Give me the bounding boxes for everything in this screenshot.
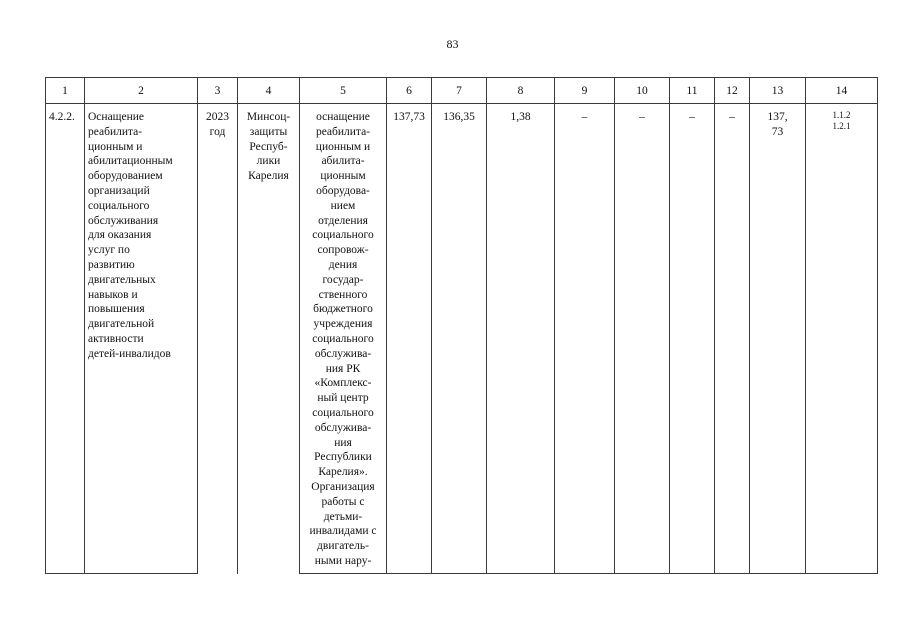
text-line: обслуживания [88,214,159,227]
text-line: Республики [314,451,372,464]
text-line: нием [330,199,356,212]
text-line: ственного [318,288,368,301]
col13-value [750,104,805,140]
text-line: услуг по [88,244,130,257]
text-line: повышения [88,303,145,316]
text-line: Оснащение [88,111,145,123]
text-line: навыков и [88,288,138,301]
text-line: Карелия [248,170,289,183]
cell-col8 [487,104,555,574]
text-line: ционным и [88,140,143,153]
text-line: год [209,125,226,138]
text-line: работы с [321,495,365,508]
col14-codes [806,104,877,132]
cell-item-number [46,104,85,574]
executor [238,104,299,184]
measure-name [85,104,197,362]
text-line: Карелия». [318,466,368,479]
col-header-10: 10 [615,78,670,104]
col-header-11: 11 [670,78,715,104]
text-line: ционным [320,170,366,183]
text-line: оснащение [316,111,370,123]
text-line: реабилита- [315,125,371,138]
text-line: двигатель- [317,540,369,553]
cell-result [300,104,387,574]
text-line: ный центр [317,392,369,405]
col11-value: – [689,111,695,123]
text-line: для оказания [88,229,152,242]
text-line: обслужива- [314,347,372,360]
text-line: ния [334,436,352,449]
col-header-4: 4 [238,78,300,104]
text-line: абилита- [321,155,365,168]
text-line: социального [88,199,150,212]
col-header-1: 1 [46,78,85,104]
text-line: Организация [311,480,375,493]
text-line: двигательных [88,273,156,286]
result-description [300,104,386,569]
col9-value: – [581,111,588,123]
text-line: 1.2.1 [832,121,851,131]
text-line: инвалидами с [309,525,377,538]
cell-measure-name [85,104,198,574]
text-line: обслужива- [314,421,372,434]
page-number: 83 [446,37,459,51]
cell-period [198,104,238,574]
budget-table [45,77,878,574]
text-line: оборудова- [316,184,370,197]
text-line: ния РК [325,362,361,375]
text-line: абилитационным [88,155,173,168]
text-line: детьми- [323,510,363,523]
text-line: 73 [771,125,784,138]
text-line: организаций [88,184,150,197]
text-line: Респуб- [249,140,288,153]
col8-value: 1,38 [510,111,531,123]
text-line: дения [328,258,358,271]
col-header-12: 12 [715,78,750,104]
text-line: реабилита- [88,125,143,138]
text-line: социального [312,406,374,419]
cell-col14 [806,104,878,574]
col-header-9: 9 [555,78,615,104]
table-row [46,104,878,574]
col-header-13: 13 [750,78,806,104]
text-line: развитию [88,258,135,271]
text-line: сопровож- [317,244,369,257]
cell-col13 [750,104,806,574]
col-header-7: 7 [432,78,487,104]
text-line: «Комплекс- [314,377,372,390]
item-number: 4.2.2. [49,111,75,123]
text-line: государ- [322,273,364,286]
col-header-6: 6 [387,78,432,104]
col-header-5: 5 [300,78,387,104]
text-line: социального [312,332,374,345]
text-line: лики [256,155,281,168]
header-row [46,78,878,104]
cell-col10 [615,104,670,574]
text-line: 1.1.2 [832,110,851,120]
text-line: оборудованием [88,170,163,183]
text-line: детей-инвалидов [88,347,171,360]
col-header-8: 8 [487,78,555,104]
cell-col12 [715,104,750,574]
period [198,104,237,140]
col-header-2: 2 [85,78,198,104]
col12-value: – [729,111,735,123]
text-line: 137, [767,111,788,123]
text-line: социального [312,229,374,242]
col10-value: – [639,111,645,123]
text-line: отделения [318,214,368,227]
cell-col7 [432,104,487,574]
col7-value: 136,35 [443,111,475,123]
total-value: 137,73 [393,111,425,123]
text-line: учреждения [313,318,373,331]
cell-col9 [555,104,615,574]
text-line: ционным и [315,140,371,153]
text-line: защиты [249,125,288,138]
cell-executor [238,104,300,574]
text-line: Минсоц- [246,111,291,123]
text-line: ными нару- [314,554,372,567]
cell-total [387,104,432,574]
text-line: 2023 [206,111,229,123]
col-header-3: 3 [198,78,238,104]
col-header-14: 14 [806,78,878,104]
text-line: активности [88,332,144,345]
cell-col11 [670,104,715,574]
text-line: бюджетного [313,303,373,316]
text-line: двигательной [88,318,155,331]
